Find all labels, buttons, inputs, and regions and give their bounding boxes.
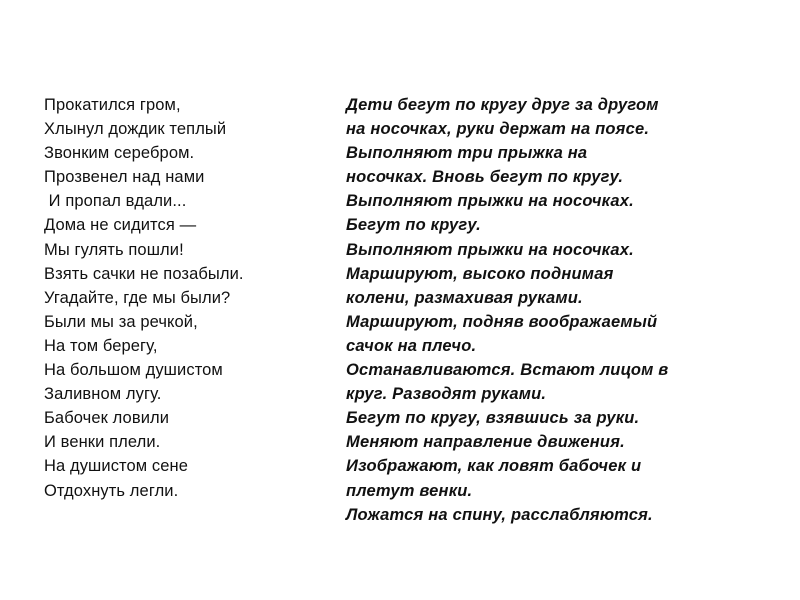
poem-line: Взять сачки не позабыли. xyxy=(44,264,244,283)
poem-line: Заливном лугу. xyxy=(44,385,162,404)
poem-column xyxy=(44,93,324,503)
poem-line: И венки плели. xyxy=(44,433,161,452)
action-line: колени, размахивая руками. xyxy=(346,288,583,307)
poem-line: Дома не сидится — xyxy=(44,216,197,235)
action-line: Выполняют три прыжка на xyxy=(346,144,588,163)
action-line: плетут венки. xyxy=(346,481,473,500)
poem-line: Звонким серебром. xyxy=(44,144,195,163)
action-line: Ложатся на спину, расслабляются. xyxy=(346,505,653,524)
action-line: на носочках, руки держат на поясе. xyxy=(346,120,650,139)
action-line: круг. Разводят руками. xyxy=(346,385,547,404)
action-line: Маршируют, высоко поднимая xyxy=(346,264,614,283)
poem-line: Были мы за речкой, xyxy=(44,312,198,331)
action-line: Бегут по кругу. xyxy=(346,216,481,235)
action-line: Выполняют прыжки на носочках. xyxy=(346,240,634,259)
action-line: носочках. Вновь бегут по кругу. xyxy=(346,168,624,187)
action-line: Выполняют прыжки на носочках. xyxy=(346,192,634,211)
action-line: Изображают, как ловят бабочек и xyxy=(346,457,642,476)
poem-line: Мы гулять пошли! xyxy=(44,240,184,259)
poem-line: Бабочек ловили xyxy=(44,409,170,428)
poem-line: Угадайте, где мы были? xyxy=(44,288,231,307)
action-line: Маршируют, подняв воображаемый xyxy=(346,312,658,331)
poem-line: На большом душистом xyxy=(44,361,223,380)
action-line: Дети бегут по кругу друг за другом xyxy=(346,96,659,114)
poem-line: Прозвенел над нами xyxy=(44,168,205,187)
action-line: Бегут по кругу, взявшись за руки. xyxy=(346,409,640,428)
poem-line: Прокатился гром, xyxy=(44,96,181,114)
poem-line: Отдохнуть легли. xyxy=(44,481,179,500)
poem-line: И пропал вдали... xyxy=(44,192,187,211)
action-line: Останавливаются. Встают лицом в xyxy=(346,361,669,380)
poem-line: На душистом сене xyxy=(44,457,189,476)
poem-line: Хлынул дождик теплый xyxy=(44,120,227,139)
poem-line: На том берегу, xyxy=(44,336,158,355)
actions-column xyxy=(346,93,746,527)
action-line: Меняют направление движения. xyxy=(346,433,625,452)
action-line: сачок на плечо. xyxy=(346,336,477,355)
